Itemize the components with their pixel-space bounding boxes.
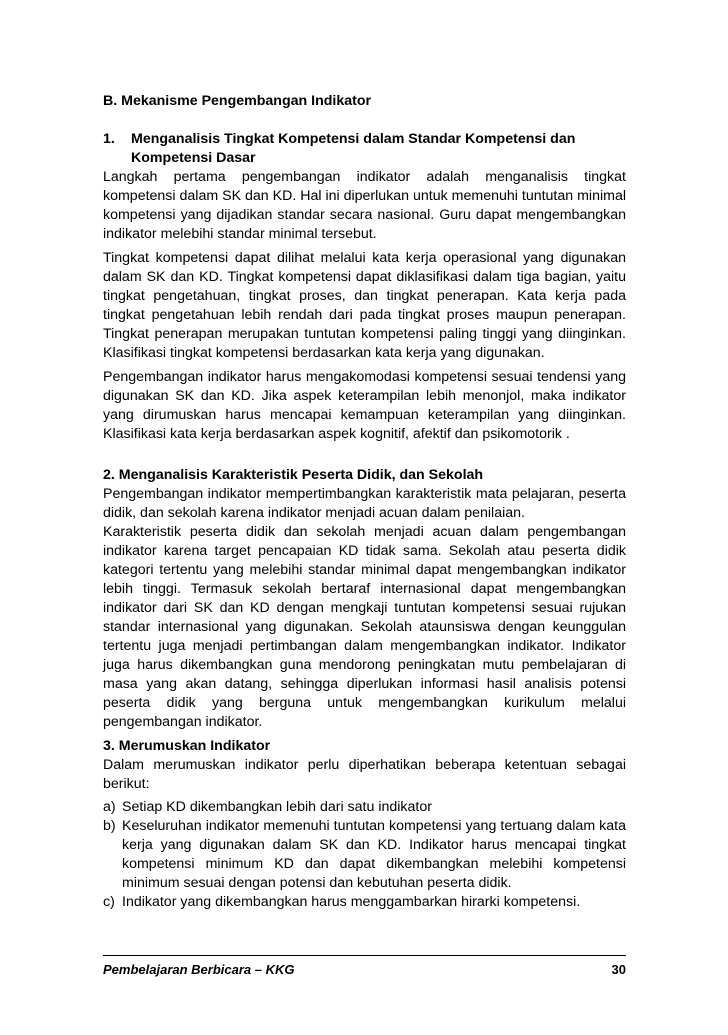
- paragraph: Langkah pertama pengembangan indikator adalah menganalisis tingkat kompetensi dalam SK dan KD. Hal ini diperlukan untuk memenuhi tuntutan minimal kompetensi yang dijadikan standar secara nasional. Guru dapat mengembangkan indikator melebihi standar minimal tersebut.: [103, 169, 626, 242]
- paragraph: Tingkat kompetensi dapat dilihat melalui kata kerja operasional yang digunakan dalam SK dan KD. Tingkat kompetensi dapat diklasifikasi dalam tiga bagian, yaitu tingkat pengetahuan, tingkat proses, dan tingkat penerapan. Kata kerja pada tingkat pengetahuan lebih rendah dari pada tingkat proses maupun penerapan. Tingkat penerapan merupakan tuntutan kompetensi paling tinggi yang diinginkan. Klasifikasi tingkat kompetensi berdasarkan kata kerja yang digunakan.: [103, 250, 626, 361]
- list-item-label: c): [103, 894, 115, 910]
- list-item: [103, 893, 626, 912]
- footer-title: Pembelajaran Berbicara – KKG: [103, 962, 295, 977]
- list-item-text: Setiap KD dikembangkan lebih dari satu indikator: [122, 799, 432, 815]
- subsection-1-number: 1.: [103, 131, 115, 147]
- page-number: 30: [611, 962, 626, 977]
- list-item: [103, 817, 626, 893]
- subsection-2-heading: 2. Menganalisis Karakteristik Peserta Didik, dan Sekolah: [103, 467, 484, 483]
- document-body: [103, 92, 626, 912]
- list-item-text: Keseluruhan indikator memenuhi tuntutan kompetensi yang tertuang dalam kata kerja yang digunakan dalam SK dan KD. Indikator harus mencapai tingkat kompetensi minimum KD dan dapat dikembangkan melebihi kompetensi minimum sesuai dengan potensi dan kebutuhan peserta didik.: [122, 818, 626, 891]
- paragraph: Pengembangan indikator mempertimbangkan karakteristik mata pelajaran, peserta didik, dan sekolah karena indikator menjadi acuan dalam penilaian.: [103, 486, 626, 521]
- list-item-text: Indikator yang dikembangkan harus menggambarkan hirarki kompetensi.: [122, 894, 581, 910]
- paragraph: Pengembangan indikator harus mengakomodasi kompetensi sesuai tendensi yang digunakan SK dan KD. Jika aspek keterampilan lebih menonjol, maka indikator yang dirumuskan harus mencapai kemampuan keterampilan yang diinginkan. Klasifikasi kata kerja berdasarkan aspek kognitif, afektif dan psikomotorik .: [103, 369, 626, 442]
- paragraph: Karakteristik peserta didik dan sekolah menjadi acuan dalam pengembangan indikator karena target pencapaian KD tidak sama. Sekolah atau peserta didik kategori tertentu yang melebihi standar minimal dapat mengembangkan indikator lebih tinggi. Termasuk sekolah bertaraf internasional dapat mengembangkan indikator dari SK dan KD dengan mengkaji tuntutan kompetensi sesuai rujukan standar internasional yang digunakan. Sekolah ataunsiswa dengan keunggulan tertentu juga menjadi pertimbangan dalam mengembangkan indikator. Indikator juga harus dikembangkan guna mendorong peningkatan mutu pembelajaran di masa yang akan datang, sehingga diperlukan informasi hasil analisis potensi peserta didik yang berguna untuk mengembangkan kurikulum melalui pengembangan indikator.: [103, 524, 626, 730]
- paragraph: Dalam merumuskan indikator perlu diperhatikan beberapa ketentuan sebagai berikut:: [103, 757, 626, 792]
- subsection-1-heading: [103, 130, 626, 168]
- list-item-label: a): [103, 799, 116, 815]
- subsection-1-title: Menganalisis Tingkat Kompetensi dalam Standar Kompetensi dan Kompetensi Dasar: [131, 131, 576, 166]
- list-item: [103, 798, 626, 817]
- criteria-list: [103, 798, 626, 912]
- section-heading: B. Mekanisme Pengembangan Indikator: [103, 93, 372, 109]
- subsection-3-heading: 3. Merumuskan Indikator: [103, 738, 271, 754]
- page-footer: [103, 955, 626, 977]
- list-item-label: b): [103, 818, 116, 834]
